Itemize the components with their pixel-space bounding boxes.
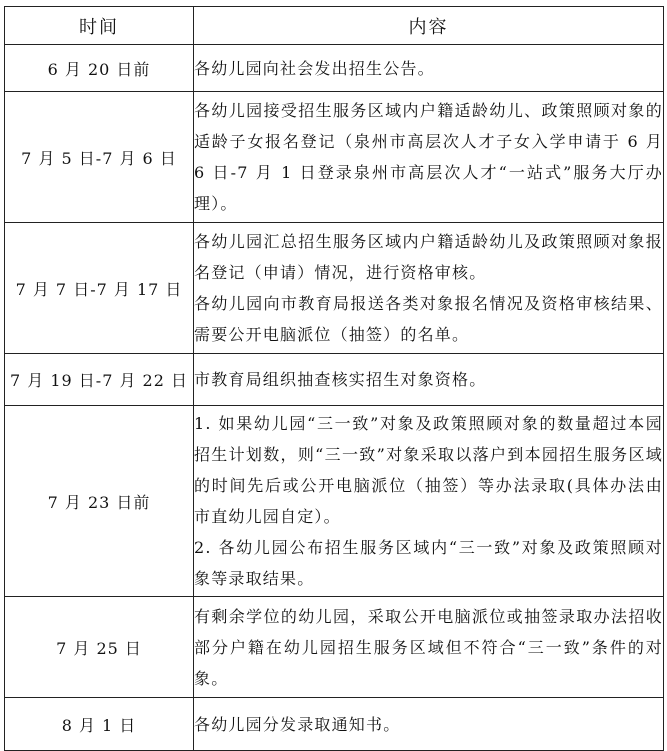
content-line: 各幼儿园汇总招生服务区域内户籍适龄幼儿及政策照顾对象报名登记（申请）情况，进行资格审核。: [194, 232, 663, 282]
row-content: [194, 223, 664, 354]
table-row: [5, 223, 664, 354]
row-content: [194, 92, 664, 223]
row-content: [194, 45, 664, 92]
content-line: 各幼儿园向社会发出招生公告。: [194, 58, 435, 78]
content-line: 各幼儿园接受招生服务区域内户籍适龄幼儿、政策照顾对象的适龄子女报名登记（泉州市高层次人才子女入学申请于 6 月 6 日-7 月 1 日登录泉州市高层次人才“一站式”服务大厅办理）。: [194, 101, 663, 213]
row-time: 7 月 25 日: [5, 597, 194, 698]
row-time: 7 月 23 日前: [5, 406, 194, 597]
row-time: 6 月 20 日前: [5, 45, 194, 92]
row-time: 7 月 5 日-7 月 6 日: [5, 92, 194, 223]
table-row: [5, 92, 664, 223]
row-time: 7 月 7 日-7 月 17 日: [5, 223, 194, 354]
table-row: [5, 406, 664, 597]
row-content: [194, 698, 664, 751]
table-row: [5, 698, 664, 751]
content-line: 1. 如果幼儿园“三一致”对象及政策照顾对象的数量超过本园招生计划数，则“三一致”对象采取以落户到本园招生服务区域的时间先后或公开电脑派位（抽签）等办法录取(具体办法由市直幼儿园自定）。: [194, 414, 663, 526]
header-row: [5, 7, 664, 45]
row-time: 7 月 19 日-7 月 22 日: [5, 354, 194, 406]
header-content: 内容: [194, 7, 664, 45]
admission-schedule-table: [4, 6, 664, 751]
content-line: 各幼儿园向市教育局报送各类对象报名情况及资格审核结果、需要公开电脑派位（抽签）的名单。: [194, 294, 663, 344]
row-content: [194, 406, 664, 597]
row-content: [194, 597, 664, 698]
content-line: 各幼儿园分发录取通知书。: [194, 714, 401, 734]
row-time: 8 月 1 日: [5, 698, 194, 751]
header-time: 时间: [5, 7, 194, 45]
content-line: 2. 各幼儿园公布招生服务区域内“三一致”对象及政策照顾对象等录取结果。: [194, 538, 663, 588]
table-row: [5, 597, 664, 698]
table-row: [5, 354, 664, 406]
content-line: 有剩余学位的幼儿园，采取公开电脑派位或抽签录取办法招收部分户籍在幼儿园招生服务区域但不符合“三一致”条件的对象。: [194, 606, 663, 688]
row-content: [194, 354, 664, 406]
content-line: 市教育局组织抽查核实招生对象资格。: [194, 370, 487, 389]
table-row: [5, 45, 664, 92]
